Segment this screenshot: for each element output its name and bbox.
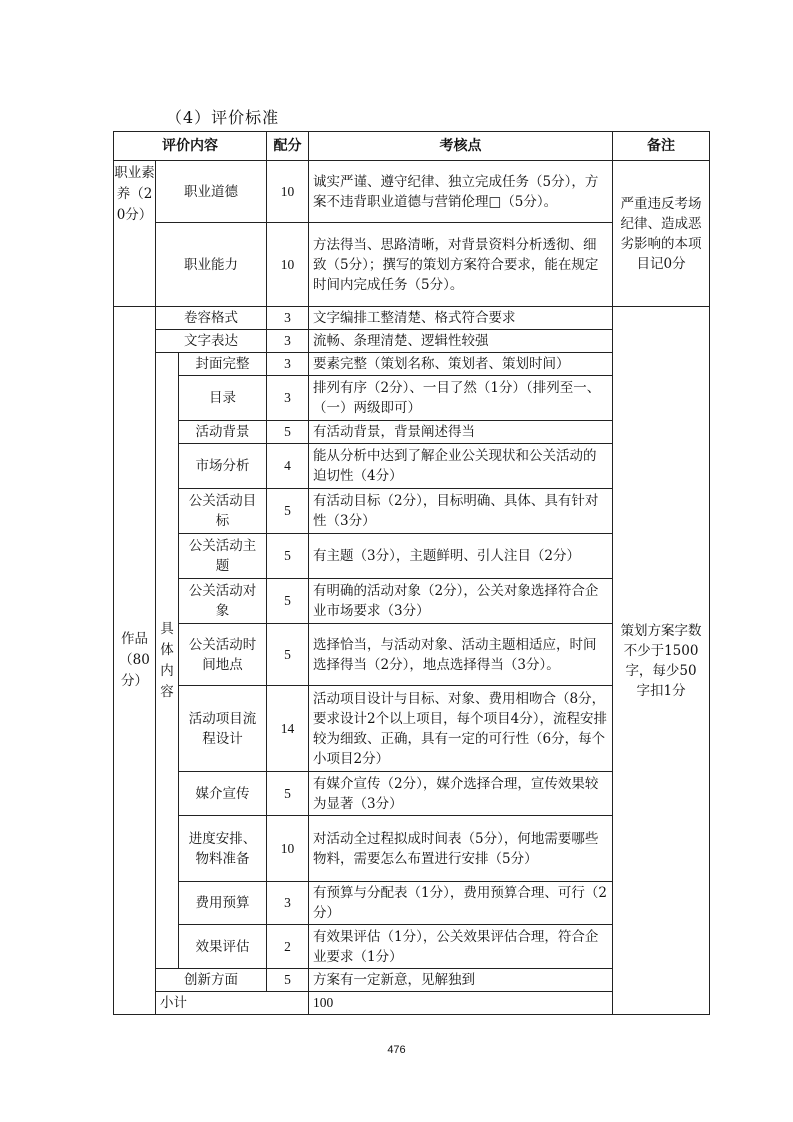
item-name: 职业能力 bbox=[156, 223, 267, 307]
page-number: 476 bbox=[387, 1044, 406, 1056]
item-name: 活动项目流程设计 bbox=[179, 686, 267, 772]
item-points: 流畅、条理清楚、逻辑性较强 bbox=[309, 330, 613, 353]
item-score: 5 bbox=[267, 579, 309, 624]
item-points: 文字编排工整清楚、格式符合要求 bbox=[309, 307, 613, 330]
item-name: 效果评估 bbox=[179, 925, 267, 969]
section-title: （4）评价标准 bbox=[166, 108, 280, 127]
item-score: 2 bbox=[267, 925, 309, 969]
item-score: 5 bbox=[267, 421, 309, 444]
item-score: 5 bbox=[267, 969, 309, 992]
item-name: 卷容格式 bbox=[156, 307, 267, 330]
subtotal-label: 小计 bbox=[156, 992, 309, 1015]
category-work: 作品（80分） bbox=[114, 307, 156, 1015]
item-name: 公关活动目标 bbox=[179, 489, 267, 534]
item-score: 5 bbox=[267, 772, 309, 816]
subtotal-score: 100 bbox=[309, 992, 613, 1015]
item-name: 市场分析 bbox=[179, 444, 267, 489]
item-points: 有媒介宣传（2分），媒介选择合理，宣传效果较为显著（3分） bbox=[309, 772, 613, 816]
item-points: 方案有一定新意，见解独到 bbox=[309, 969, 613, 992]
header-score: 配分 bbox=[267, 132, 309, 161]
note-professional: 严重违反考场纪律、造成恶劣影响的本项目记0分 bbox=[613, 161, 710, 307]
item-score: 14 bbox=[267, 686, 309, 772]
table-body bbox=[114, 132, 710, 1015]
item-points: 对活动全过程拟成时间表（5分），何地需要哪些物料，需要怎么布置进行安排（5分） bbox=[309, 816, 613, 882]
item-points: 选择恰当，与活动对象、活动主题相适应，时间选择得当（2分），地点选择得当（3分）。 bbox=[309, 624, 613, 686]
note-work: 策划方案字数不少于1500字，每少50字扣1分 bbox=[613, 307, 710, 1015]
item-score: 3 bbox=[267, 330, 309, 353]
item-name: 公关活动时间地点 bbox=[179, 624, 267, 686]
item-score: 3 bbox=[267, 353, 309, 376]
item-score: 4 bbox=[267, 444, 309, 489]
item-points: 要素完整（策划名称、策划者、策划时间） bbox=[309, 353, 613, 376]
item-name: 进度安排、物料准备 bbox=[179, 816, 267, 882]
table-row bbox=[114, 307, 710, 330]
item-score: 3 bbox=[267, 376, 309, 421]
item-score: 5 bbox=[267, 489, 309, 534]
item-points: 有明确的活动对象（2分），公关对象选择符合企业市场要求（3分） bbox=[309, 579, 613, 624]
evaluation-table bbox=[113, 131, 710, 1015]
item-points: 活动项目设计与目标、对象、费用相吻合（8分，要求设计2个以上项目，每个项目4分），流程安排较为细致、正确，具有一定的可行性（6分，每个小项目2分） bbox=[309, 686, 613, 772]
header-content: 评价内容 bbox=[114, 132, 267, 161]
item-points: 有活动背景，背景阐述得当 bbox=[309, 421, 613, 444]
item-name: 目录 bbox=[179, 376, 267, 421]
item-score: 3 bbox=[267, 307, 309, 330]
sub-category-specific: 具体内容 bbox=[156, 353, 179, 969]
item-points: 有主题（3分），主题鲜明、引人注目（2分） bbox=[309, 534, 613, 579]
item-score: 3 bbox=[267, 882, 309, 925]
item-name: 公关活动对象 bbox=[179, 579, 267, 624]
item-score: 5 bbox=[267, 624, 309, 686]
item-score: 10 bbox=[267, 161, 309, 223]
item-name: 媒介宣传 bbox=[179, 772, 267, 816]
item-name: 职业道德 bbox=[156, 161, 267, 223]
item-name: 活动背景 bbox=[179, 421, 267, 444]
item-points: 诚实严谨、遵守纪律、独立完成任务（5分），方案不违背职业道德与营销伦理□（5分）。 bbox=[309, 161, 613, 223]
item-points: 有预算与分配表（1分），费用预算合理、可行（2分） bbox=[309, 882, 613, 925]
header-notes: 备注 bbox=[613, 132, 710, 161]
header-points: 考核点 bbox=[309, 132, 613, 161]
header-row bbox=[114, 132, 710, 161]
table-row bbox=[114, 161, 710, 223]
item-name: 文字表达 bbox=[156, 330, 267, 353]
item-points: 能从分析中达到了解企业公关现状和公关活动的迫切性（4分） bbox=[309, 444, 613, 489]
item-name: 费用预算 bbox=[179, 882, 267, 925]
item-points: 有效果评估（1分），公关效果评估合理，符合企业要求（1分） bbox=[309, 925, 613, 969]
item-name: 创新方面 bbox=[156, 969, 267, 992]
item-name: 公关活动主题 bbox=[179, 534, 267, 579]
item-score: 5 bbox=[267, 534, 309, 579]
item-score: 10 bbox=[267, 223, 309, 307]
item-score: 10 bbox=[267, 816, 309, 882]
item-points: 排列有序（2分）、一目了然（1分）（排列至一、（一）两级即可） bbox=[309, 376, 613, 421]
item-points: 有活动目标（2分），目标明确、具体、具有针对性（3分） bbox=[309, 489, 613, 534]
item-name: 封面完整 bbox=[179, 353, 267, 376]
category-professional: 职业素养（20分） bbox=[114, 161, 156, 307]
item-points: 方法得当、思路清晰，对背景资料分析透彻、细致（5分）；撰写的策划方案符合要求，能在规定时间内完成任务（5分）。 bbox=[309, 223, 613, 307]
